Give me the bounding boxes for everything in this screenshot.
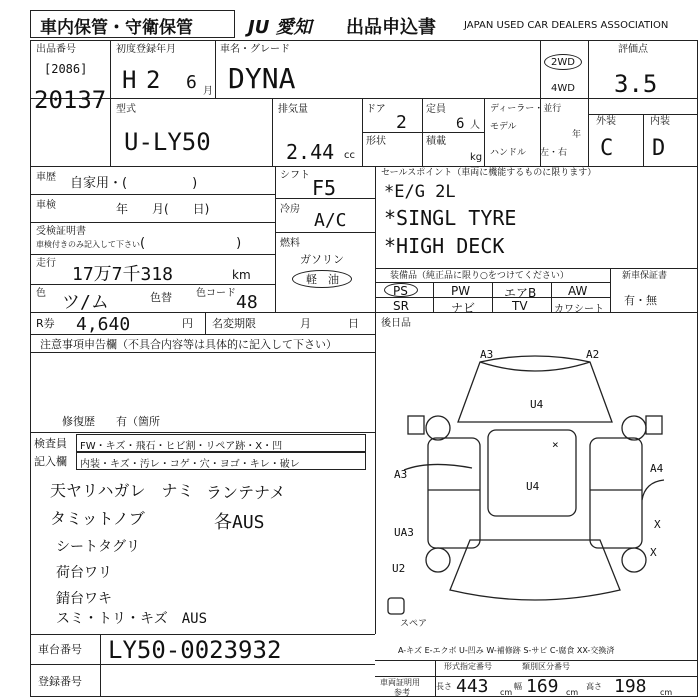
capacity-unit: 人 [470, 120, 480, 131]
diagram-front-right-wheel [622, 416, 646, 440]
height-label: 高さ [586, 682, 602, 691]
first-registration-era: H [122, 66, 137, 94]
inspector-row-1: FW・キズ・飛石・ヒビ割・リペア跡・X・凹 [80, 441, 283, 452]
displacement-value: 2.44 [286, 140, 335, 164]
length-value: 443 [456, 676, 489, 697]
mileage-label: 走行 [36, 258, 56, 269]
diagram-mark-a4-right: A4 [650, 462, 664, 475]
shape-label: 形状 [366, 136, 386, 147]
diagram-front-left-wheel [426, 416, 450, 440]
doors-label: ドア [366, 104, 386, 115]
fuel-diesel: 軽 油 [306, 273, 339, 286]
recycle-value: 4,640 [76, 314, 131, 335]
aircon-value: A/C [314, 210, 347, 231]
diagram-right-body [590, 438, 642, 548]
lot-number: 20137 [34, 86, 107, 114]
fuel-gasoline: ガソリン [300, 253, 344, 266]
diagram-roof [488, 430, 576, 516]
dealer-year-label: 年 [572, 130, 582, 140]
fuel-label: 燃料 [280, 238, 300, 249]
diagram-right-annotation-line [642, 480, 664, 500]
diagram-rear-left-wheel [426, 548, 450, 572]
warranty-label: 新車保証書 [622, 271, 668, 281]
name-change-label: 名変期限 [212, 317, 256, 330]
displacement-unit: cc [344, 150, 355, 161]
registration-label: 登録番号 [38, 675, 82, 688]
certificate-label: 受検証明書 [36, 226, 86, 237]
sales-point-line-1: *E/G 2L [384, 182, 456, 202]
color-code-label: 色コード [196, 288, 236, 299]
handwritten-right-1: ランテナメ [206, 483, 286, 502]
capacity-value: 6 [456, 116, 465, 132]
diagram-spare-label: スペア [400, 619, 428, 629]
car-name-label: 車名・グレード [220, 44, 290, 55]
history-label: 車歴 [36, 172, 56, 183]
drive-4wd: 4WD [551, 83, 575, 94]
sales-point-line-2: *SINGL TYRE [384, 206, 517, 230]
interior-label: 内装 [650, 116, 670, 127]
diagram-mirror-right [646, 416, 662, 434]
width-label: 幅 [514, 682, 522, 691]
diagram-rear-right-wheel [622, 548, 646, 572]
diagram-mark-a2-top: A2 [586, 350, 600, 361]
inspection-label: 車検 [36, 200, 56, 211]
doors-value: 2 [396, 112, 407, 133]
month-unit: 月 [203, 86, 213, 97]
mileage-unit: km [232, 268, 251, 282]
aircon-label: 冷房 [280, 204, 300, 215]
length-unit: cm [500, 688, 513, 697]
handwritten-note-6: スミ・トリ・キズ AUS [56, 611, 208, 627]
interior-value: D [652, 136, 666, 161]
dimension-class-label: 類別区分番号 [522, 662, 570, 671]
storage-note: 車内保管・守衛保管 [40, 18, 193, 38]
diagram-mark-a3-left: A3 [394, 468, 408, 481]
car-damage-diagram [380, 350, 690, 640]
model-label: 型式 [116, 104, 136, 115]
certificate-sub: 車検付きのみ記入して下さい [36, 240, 140, 249]
handwritten-note-4: 荷台ワリ [56, 565, 112, 581]
sales-points-label: セールスポイント（車両に機能するものに限ります） [381, 168, 597, 178]
brand-logo: JU 愛知 [248, 17, 312, 38]
certificate-value: ( ) [140, 236, 242, 251]
inspector-label-2: 記入欄 [34, 455, 67, 468]
width-unit: cm [566, 688, 579, 697]
diagram-mark-u2-left: U2 [392, 562, 406, 575]
car-name-value: DYNA [228, 62, 296, 95]
diagram-spare-tire [388, 598, 404, 614]
form-subtitle: JAPAN USED CAR DEALERS ASSOCIATION [464, 20, 669, 31]
inspector-row-2: 内装・キズ・汚レ・コゲ・穴・ヨゴ・キレ・破レ [80, 459, 300, 470]
model-value: U-LY50 [124, 128, 211, 156]
displacement-label: 排気量 [278, 104, 308, 115]
warranty-value: 有・無 [624, 294, 657, 307]
inspection-value: 年 月( 日) [116, 202, 210, 216]
equip-navi: ナビ [451, 301, 476, 315]
shift-label: シフト [280, 170, 310, 181]
color-value: ツ/ム [62, 292, 109, 313]
handle-options: 左・右 [540, 148, 568, 158]
first-registration-year: 2 [146, 66, 161, 94]
form-title: 出品申込書 [346, 17, 436, 38]
dealer-label: ディーラー・並行 [490, 104, 562, 114]
handwritten-note-5: 錆台ワキ [56, 591, 112, 607]
handwritten-note-2: タミットノブ [50, 509, 145, 528]
color-code-value: 48 [236, 292, 258, 313]
first-registration-month: 6 [186, 72, 197, 93]
height-unit: cm [660, 688, 673, 697]
diagram-mirror-left [408, 416, 424, 434]
equip-aw: AW [568, 284, 588, 298]
diagram-mark-x-roof: × [552, 438, 559, 451]
handwritten-right-2: 各AUS [214, 512, 265, 533]
diagram-front-annotation-line [480, 362, 590, 371]
dimension-type-label: 形式指定番号 [444, 662, 492, 671]
damage-legend: A-キズ E-エクボ U-凹み W-補修跡 S-サビ C-腐食 XX-交換済 [398, 646, 615, 655]
score-label: 評価点 [618, 44, 648, 55]
mileage-value: 17万7千318 [72, 264, 174, 285]
sales-point-line-3: *HIGH DECK [384, 234, 505, 258]
drive-2wd: 2WD [551, 57, 575, 68]
shift-value: F5 [312, 176, 337, 200]
equip-seat: カワシート [554, 304, 604, 315]
diagram-mark-u4-body: U4 [526, 480, 540, 493]
notes-label: 注意事項申告欄（不具合内容等は具体的に記入して下さい） [40, 338, 337, 351]
dimension-cert-label: 車両証明用 [380, 678, 420, 687]
name-change-day: 日 [348, 317, 359, 330]
diagram-mark-x-rear: X [650, 546, 657, 559]
repair-value: 有（箇所 [116, 415, 160, 428]
diagram-mark-a3-top: A3 [480, 350, 494, 361]
diagram-mark-x-right: X [654, 518, 661, 531]
handle-label: ハンドル [490, 148, 527, 158]
dealer-model-label: モデル [490, 122, 517, 132]
load-unit: kg [470, 152, 483, 163]
diagram-front-section [458, 356, 612, 422]
equip-airbag: エアB [504, 286, 537, 300]
diagram-left-annotation-line [404, 464, 472, 470]
first-registration-label: 初度登録年月 [116, 44, 176, 55]
length-label: 長さ [436, 682, 452, 691]
diagram-mark-u4-front: U4 [530, 398, 544, 411]
lot-label: 出品番号 [36, 44, 76, 55]
recycle-label: R券 [36, 317, 55, 330]
exterior-label: 外装 [596, 116, 616, 127]
history-value: 自家用・( ) [70, 176, 198, 191]
chassis-label: 車台番号 [38, 643, 82, 656]
load-label: 積載 [426, 136, 446, 147]
width-value: 169 [526, 676, 559, 697]
inspector-label-1: 検査員 [34, 437, 67, 450]
repair-label: 修復歴 [62, 415, 95, 428]
dimension-ref-label: 参考 [394, 688, 410, 697]
recycle-unit: 円 [182, 317, 193, 330]
color-repaint-label: 色替 [150, 291, 172, 304]
lot-bracket-number: [2086] [44, 62, 88, 76]
diagram-left-body [428, 438, 480, 548]
chassis-value: LY50-0023932 [108, 636, 282, 664]
handwritten-note-1: 天ヤリハガレ ナミ [50, 481, 194, 500]
equip-pw: PW [451, 284, 471, 298]
equip-sr: SR [393, 299, 409, 313]
color-label: 色 [36, 288, 46, 299]
name-change-month: 月 [300, 317, 311, 330]
diagram-rear-section [450, 540, 620, 600]
equip-ps: PS [393, 284, 408, 298]
capacity-label: 定員 [426, 104, 446, 115]
rear-view-label: 後日品 [381, 318, 411, 329]
diagram-mark-ua3-left: UA3 [394, 526, 414, 539]
height-value: 198 [614, 676, 647, 697]
handwritten-note-3: シートタグリ [56, 539, 140, 555]
exterior-value: C [600, 136, 614, 161]
equipment-label: 装備品（純正品に限り○をつけてください） [390, 271, 569, 281]
equip-tv: TV [512, 299, 528, 313]
score-value: 3.5 [614, 70, 658, 98]
